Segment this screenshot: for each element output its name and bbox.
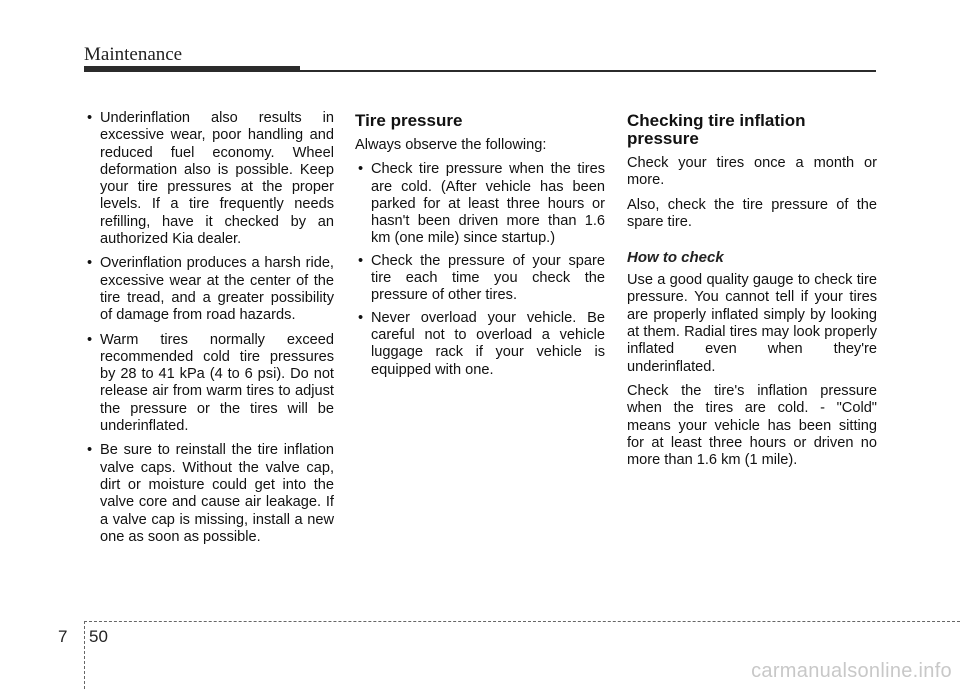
right-column <box>627 110 877 476</box>
section-title: Maintenance <box>84 44 183 65</box>
para-spare-check: Also, check the tire pressure of the spare tire. <box>627 196 877 230</box>
bullet-valve-caps: • Be sure to reinstall the tire inflation valve caps. Without the valve cap, dirt or moisture could get into the valve core and cause air leakage. If a valve cap is missing, install a new one as soon as possible. <box>84 442 334 546</box>
bullet-never-overload: • Never overload your vehicle. Be careful not to overload a vehicle luggage rack if your vehicle is equipped with one. <box>355 310 605 379</box>
left-column <box>84 110 334 553</box>
bullet-overinflation: • Overinflation produces a harsh ride, excessive wear at the center of the tire tread, and a greater possibility of damage from road hazards. <box>84 255 334 324</box>
watermark: carmanualsonline.info <box>751 660 952 682</box>
page-number: 50 <box>89 627 108 646</box>
header-rule-thin <box>300 70 876 72</box>
bullet-check-spare: • Check the pressure of your spare tire each time you check the pressure of other tires. <box>355 253 605 305</box>
header-rule-thick <box>84 66 300 72</box>
bullet-warm-tires: • Warm tires normally exceed recommended cold tire pressures by 28 to 41 kPa (4 to 6 psi). Do not release air from warm tires to adjust the pressure or the tires will be underinflated. <box>84 332 334 436</box>
intro-text: Always observe the following: <box>355 137 547 153</box>
left-bullet-list <box>84 110 334 546</box>
heading-tire-pressure: Tire pressure <box>355 111 463 130</box>
bullet-check-cold: • Check tire pressure when the tires are cold. (After vehicle has been parked for at least three hours or hasn't been driven more than 1.6 km (one mile) since startup.) <box>355 161 605 247</box>
middle-bullet-list <box>355 161 605 379</box>
footer-rule <box>84 621 960 622</box>
footer-divider <box>84 621 85 689</box>
subheading-how-to-check: How to check <box>627 249 724 267</box>
chapter-number: 7 <box>58 627 68 646</box>
heading-checking-inflation: Checking tire inflation pressure <box>627 111 806 148</box>
para-monthly-check: Check your tires once a month or more. <box>627 155 877 189</box>
middle-column <box>355 110 605 384</box>
bullet-underinflation: • Underinflation also results in excessive wear, poor handling and reduced fuel economy. Wheel deformation also is possible. Keep your tire pressures at the proper levels. If a tire frequently needs refilling, have it checked by an authorized Kia dealer. <box>84 110 334 248</box>
para-gauge: Use a good quality gauge to check tire pressure. You cannot tell if your tires are properly inflated simply by looking at them. Radial tires may look properly inflated even when they're underinflated. <box>627 272 877 375</box>
para-cold-definition: Check the tire's inflation pressure when the tires are cold. - "Cold" means your vehicle has been sitting for at least three hours or driven no more than 1.6 km (1 mile). <box>627 382 877 469</box>
